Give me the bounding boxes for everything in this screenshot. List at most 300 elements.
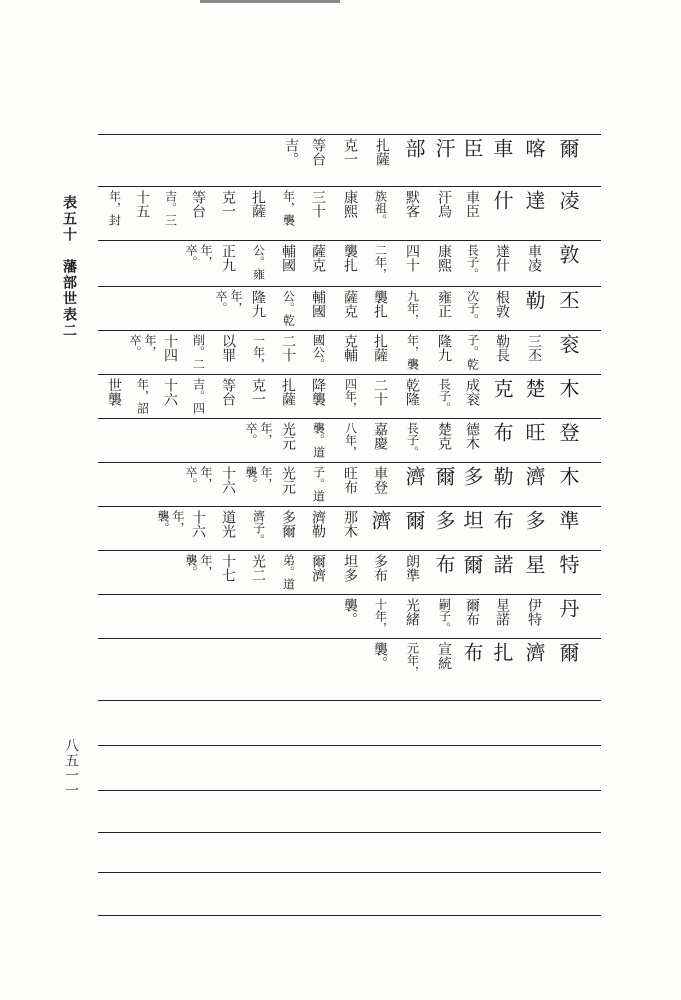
biography-text: 一年， (251, 334, 266, 370)
person-name-cell (431, 554, 457, 590)
person-name: 敦 (556, 244, 580, 264)
biography-text: 克一 (342, 138, 358, 166)
biography-text: 汗烏 (436, 190, 452, 218)
biography-text: 降襲 (310, 378, 326, 406)
biography-cell (335, 244, 365, 282)
biography-cell (397, 598, 427, 634)
person-name: 準 (556, 510, 580, 530)
biography-text: 根敦 (494, 290, 510, 318)
person-name-cell (521, 290, 547, 326)
row-divider (98, 915, 601, 916)
person-name: 布 (432, 554, 456, 574)
biography-cell (303, 138, 333, 182)
biography-text: 國公。 (311, 334, 326, 370)
biography-text: 九年， (405, 290, 420, 326)
row-divider (98, 832, 601, 833)
biography-text: 等台 (310, 138, 326, 166)
biography-text: 長子。 (465, 244, 480, 280)
biography-cell (183, 190, 213, 236)
biography-text: 光二 (250, 554, 266, 582)
biography-text: 公。乾 (281, 290, 296, 326)
person-name-cell (459, 554, 485, 590)
biography-cell (519, 244, 549, 282)
biography-text: 子。乾 (465, 334, 480, 370)
person-name-cell (401, 466, 427, 502)
person-name-cell (431, 466, 457, 502)
biography-cell (273, 554, 303, 590)
row-divider (98, 638, 601, 639)
biography-text: 朗準 (404, 554, 420, 582)
person-name: 爾 (432, 466, 456, 486)
biography-cell (183, 334, 213, 370)
biography-cell (397, 378, 427, 414)
person-name-cell (459, 466, 485, 502)
biography-text: 二年， (373, 244, 388, 280)
biography-cell (273, 422, 303, 458)
biography-text: 襲。 (372, 642, 388, 670)
biography-text: 光元 (280, 422, 296, 450)
biography-text: 旺布 (342, 466, 358, 494)
biography-cell (487, 244, 517, 282)
person-name: 臣 (460, 138, 484, 158)
biography-cell (243, 466, 273, 502)
biography-cell (457, 334, 487, 370)
biography-cell (273, 190, 303, 236)
biography-text: 十六 (162, 378, 178, 406)
biography-cell (276, 138, 306, 182)
biography-cell (397, 190, 427, 236)
biography-cell (397, 244, 427, 282)
biography-text: 十五 (134, 190, 150, 218)
biography-cell (365, 290, 395, 326)
biography-cell (303, 290, 333, 326)
biography-cell (365, 466, 395, 502)
biography-text: 削。二 (191, 334, 206, 370)
biography-cell (457, 244, 487, 282)
person-name: 達 (522, 190, 546, 210)
biography-cell (397, 334, 427, 370)
biography-text: 三丕 (526, 334, 542, 362)
biography-cell (155, 334, 185, 370)
biography-text: 公。雍 (251, 244, 266, 280)
person-name-cell (555, 334, 581, 370)
biography-text: 三十 (310, 190, 326, 218)
person-name: 布 (490, 422, 514, 442)
biography-text: 等台 (220, 378, 236, 406)
biography-text: 吉。 (283, 138, 299, 166)
biography-cell (335, 290, 365, 326)
top-edge-bar (200, 0, 340, 3)
biography-cell (519, 334, 549, 370)
biography-text: 車登 (372, 466, 388, 494)
biography-text: 以罪 (220, 334, 236, 362)
person-name-cell (489, 554, 515, 590)
biography-cell (429, 244, 459, 282)
biography-text: 達什 (494, 244, 510, 272)
biography-text: 多布 (372, 554, 388, 582)
biography-text: 宣統 (436, 642, 452, 670)
person-name: 坦 (460, 510, 484, 530)
biography-text: 元年， (405, 642, 420, 678)
biography-text: 克一 (220, 190, 236, 218)
biography-text: 雍正 (436, 290, 452, 318)
person-name-cell (555, 466, 581, 502)
biography-cell (335, 598, 365, 634)
biography-cell (397, 422, 427, 458)
biography-text: 爾布 (464, 598, 480, 626)
person-name-cell (521, 422, 547, 458)
biography-text: 康熙 (342, 190, 358, 218)
biography-cell (243, 290, 273, 326)
biography-cell (365, 598, 395, 634)
biography-cell (273, 290, 303, 326)
biography-text: 輔國 (310, 290, 326, 318)
row-divider (98, 374, 601, 375)
biography-cell (213, 244, 243, 282)
biography-text: 襲扎 (342, 244, 358, 272)
biography-text: 濟子。 (251, 510, 266, 546)
person-name: 多 (432, 510, 456, 530)
person-name-cell (521, 378, 547, 414)
biography-cell (243, 422, 273, 458)
biography-cell (127, 334, 157, 370)
biography-text: 伊特 (526, 598, 542, 626)
biography-text: 扎薩 (280, 378, 296, 406)
biography-cell (127, 378, 157, 414)
biography-cell (429, 334, 459, 370)
row-divider (98, 330, 601, 331)
biography-cell (365, 642, 395, 696)
row-divider (98, 700, 601, 701)
biography-text: 車凌 (526, 244, 542, 272)
row-divider (98, 550, 601, 551)
biography-text: 吉。三 (163, 190, 178, 226)
person-name: 多 (460, 466, 484, 486)
biography-text: 多爾 (280, 510, 296, 538)
biography-cell (457, 598, 487, 634)
person-name: 木 (556, 378, 580, 398)
biography-text: 襲。 (342, 598, 358, 626)
biography-cell (243, 378, 273, 414)
biography-cell (365, 244, 395, 282)
biography-text: 星諾 (494, 598, 510, 626)
biography-cell (487, 598, 517, 634)
biography-cell (303, 466, 333, 502)
biography-cell (397, 642, 427, 696)
person-name: 爾 (556, 642, 580, 662)
biography-cell (183, 378, 213, 414)
person-name-cell (521, 138, 547, 182)
biography-text: 扎薩 (250, 190, 266, 218)
biography-text: 八年， (343, 422, 358, 458)
biography-cell (397, 554, 427, 590)
person-name: 丕 (556, 290, 580, 310)
person-name-cell (489, 138, 515, 182)
biography-text: 年，卒。 (128, 334, 157, 358)
person-name: 什 (490, 190, 514, 210)
biography-text: 族祖。 (373, 190, 388, 226)
biography-text: 長子。 (405, 422, 420, 458)
biography-cell (213, 466, 243, 502)
person-name-cell (555, 422, 581, 458)
person-name: 部 (402, 138, 426, 158)
biography-cell (429, 422, 459, 458)
person-name: 車 (490, 138, 514, 158)
biography-cell (243, 190, 273, 236)
biography-text: 世襲 (106, 378, 122, 406)
biography-cell (213, 378, 243, 414)
biography-cell (183, 466, 213, 502)
biography-text: 楚克 (436, 422, 452, 450)
biography-cell (303, 378, 333, 414)
biography-text: 康熙 (436, 244, 452, 272)
biography-text: 隆九 (250, 290, 266, 318)
person-name-cell (489, 190, 515, 236)
biography-text: 光元 (280, 466, 296, 494)
person-name: 喀 (522, 138, 546, 158)
person-name: 爾 (402, 510, 426, 530)
biography-cell (335, 190, 365, 236)
person-name-cell (459, 510, 485, 546)
person-name-cell (489, 422, 515, 458)
person-name: 克 (490, 378, 514, 398)
biography-cell (243, 244, 273, 282)
biography-cell (365, 378, 395, 414)
person-name: 布 (460, 642, 484, 662)
biography-cell (155, 190, 185, 236)
person-name: 衮 (556, 334, 580, 354)
person-name: 特 (556, 554, 580, 574)
person-name-cell (555, 510, 581, 546)
row-divider (98, 240, 601, 241)
biography-text: 正九 (220, 244, 236, 272)
biography-cell (303, 190, 333, 236)
person-name: 濟 (522, 466, 546, 486)
person-name: 爾 (556, 138, 580, 158)
biography-cell (99, 190, 129, 236)
biography-text: 十七 (220, 554, 236, 582)
biography-cell (429, 642, 459, 696)
biography-text: 年，襲。 (156, 510, 185, 534)
person-name-cell (431, 510, 457, 546)
biography-cell (273, 378, 303, 414)
person-name: 爾 (460, 554, 484, 574)
biography-cell (335, 466, 365, 502)
biography-text: 年，襲。 (244, 466, 273, 490)
biography-text: 嗣子。 (437, 598, 452, 634)
biography-cell (397, 290, 427, 326)
biography-text: 年，襲。 (184, 554, 213, 578)
biography-text: 光緒 (404, 598, 420, 626)
biography-text: 年，卒。 (214, 290, 243, 314)
biography-text: 嘉慶 (372, 422, 388, 450)
biography-text: 爾濟 (310, 554, 326, 582)
person-name: 濟 (368, 510, 392, 530)
person-name: 星 (522, 554, 546, 574)
person-name: 扎 (490, 642, 514, 662)
biography-text: 次子。 (465, 290, 480, 326)
biography-cell (429, 190, 459, 236)
person-name-cell (489, 466, 515, 502)
biography-cell (303, 244, 333, 282)
person-name: 旺 (522, 422, 546, 442)
person-name: 登 (556, 422, 580, 442)
biography-cell (183, 554, 213, 590)
biography-cell (457, 422, 487, 458)
biography-cell (335, 378, 365, 414)
biography-cell (367, 138, 397, 182)
biography-cell (335, 422, 365, 458)
biography-text: 十年， (373, 598, 388, 634)
biography-cell (335, 334, 365, 370)
person-name: 勒 (490, 466, 514, 486)
biography-text: 四年， (343, 378, 358, 414)
person-name-cell (459, 642, 485, 696)
person-name-cell (521, 466, 547, 502)
biography-cell (365, 422, 395, 458)
biography-text: 坦多 (342, 554, 358, 582)
biography-cell (303, 510, 333, 546)
biography-cell (365, 190, 395, 236)
row-divider (98, 134, 601, 135)
biography-cell (457, 190, 487, 236)
person-name-cell (521, 510, 547, 546)
biography-text: 成衮 (464, 378, 480, 406)
biography-text: 默客 (404, 190, 420, 218)
biography-cell (429, 290, 459, 326)
biography-cell (155, 510, 185, 546)
person-name: 勒 (522, 290, 546, 310)
person-name: 木 (556, 466, 580, 486)
biography-cell (183, 244, 213, 282)
person-name: 諾 (490, 554, 514, 574)
biography-cell (487, 290, 517, 326)
biography-text: 克輔 (342, 334, 358, 362)
person-name-cell (431, 138, 457, 182)
biography-cell (243, 510, 273, 546)
biography-cell (183, 510, 213, 546)
biography-text: 扎薩 (374, 138, 390, 166)
row-divider (98, 462, 601, 463)
biography-text: 二十 (280, 334, 296, 362)
biography-cell (457, 290, 487, 326)
biography-cell (273, 466, 303, 502)
person-name-cell (555, 138, 581, 182)
person-name-cell (555, 378, 581, 414)
person-name-cell (489, 642, 515, 696)
person-name-cell (521, 554, 547, 590)
person-name: 丹 (556, 598, 580, 618)
biography-cell (213, 190, 243, 236)
row-divider (98, 186, 601, 187)
person-name-cell (555, 244, 581, 282)
person-name-cell (555, 554, 581, 590)
biography-text: 克一 (250, 378, 266, 406)
person-name: 多 (522, 510, 546, 530)
person-name-cell (555, 290, 581, 326)
person-name: 楚 (522, 378, 546, 398)
biography-cell (273, 510, 303, 546)
row-divider (98, 872, 601, 873)
biography-cell (155, 378, 185, 414)
person-name-cell (555, 190, 581, 236)
biography-cell (429, 378, 459, 414)
row-divider (98, 286, 601, 287)
biography-text: 吉。四 (191, 378, 206, 414)
biography-text: 年，卒。 (184, 244, 213, 268)
biography-text: 車臣 (464, 190, 480, 218)
person-name-cell (401, 510, 427, 546)
biography-cell (457, 378, 487, 414)
biography-cell (213, 510, 243, 546)
biography-cell (365, 554, 395, 590)
biography-text: 等台 (190, 190, 206, 218)
biography-cell (127, 190, 157, 236)
row-divider (98, 790, 601, 791)
person-name: 濟 (522, 642, 546, 662)
biography-text: 薩克 (310, 244, 326, 272)
person-name-cell (521, 642, 547, 696)
biography-text: 年，詔 (135, 378, 150, 414)
biography-text: 乾隆 (404, 378, 420, 406)
biography-text: 勒長 (494, 334, 510, 362)
biography-text: 十六 (220, 466, 236, 494)
biography-cell (303, 334, 333, 370)
person-name-cell (489, 510, 515, 546)
biography-cell (487, 334, 517, 370)
biography-text: 那木 (342, 510, 358, 538)
biography-cell (519, 598, 549, 634)
biography-cell (335, 554, 365, 590)
biography-text: 年，襲 (405, 334, 420, 370)
biography-text: 弟。道 (281, 554, 296, 590)
biography-cell (243, 334, 273, 370)
biography-text: 長子。 (437, 378, 452, 414)
page-number: 八五一一 (63, 738, 79, 798)
biography-cell (213, 554, 243, 590)
row-divider (98, 745, 601, 746)
biography-text: 二十 (372, 378, 388, 406)
biography-cell (99, 378, 129, 414)
row-divider (98, 594, 601, 595)
person-name-cell (489, 378, 515, 414)
biography-text: 子。道 (311, 466, 326, 502)
person-name: 布 (490, 510, 514, 530)
biography-text: 年，封 (107, 190, 122, 226)
biography-cell (243, 554, 273, 590)
biography-cell (273, 334, 303, 370)
biography-cell (335, 510, 365, 546)
biography-cell (213, 290, 243, 326)
biography-text: 四十 (404, 244, 420, 272)
row-divider (98, 418, 601, 419)
biography-cell (213, 334, 243, 370)
biography-text: 扎薩 (372, 334, 388, 362)
biography-text: 濟勒 (310, 510, 326, 538)
biography-text: 輔國 (280, 244, 296, 272)
biography-text: 襲。道 (311, 422, 326, 458)
person-name-cell (555, 642, 581, 696)
person-name: 汗 (432, 138, 456, 158)
person-name-cell (555, 598, 581, 634)
biography-cell (303, 422, 333, 458)
biography-text: 年，卒。 (184, 466, 213, 490)
person-name-cell (459, 138, 485, 182)
person-name-cell (521, 190, 547, 236)
person-name: 濟 (402, 466, 426, 486)
biography-text: 十四 (162, 334, 178, 362)
biography-text: 襲扎 (372, 290, 388, 318)
